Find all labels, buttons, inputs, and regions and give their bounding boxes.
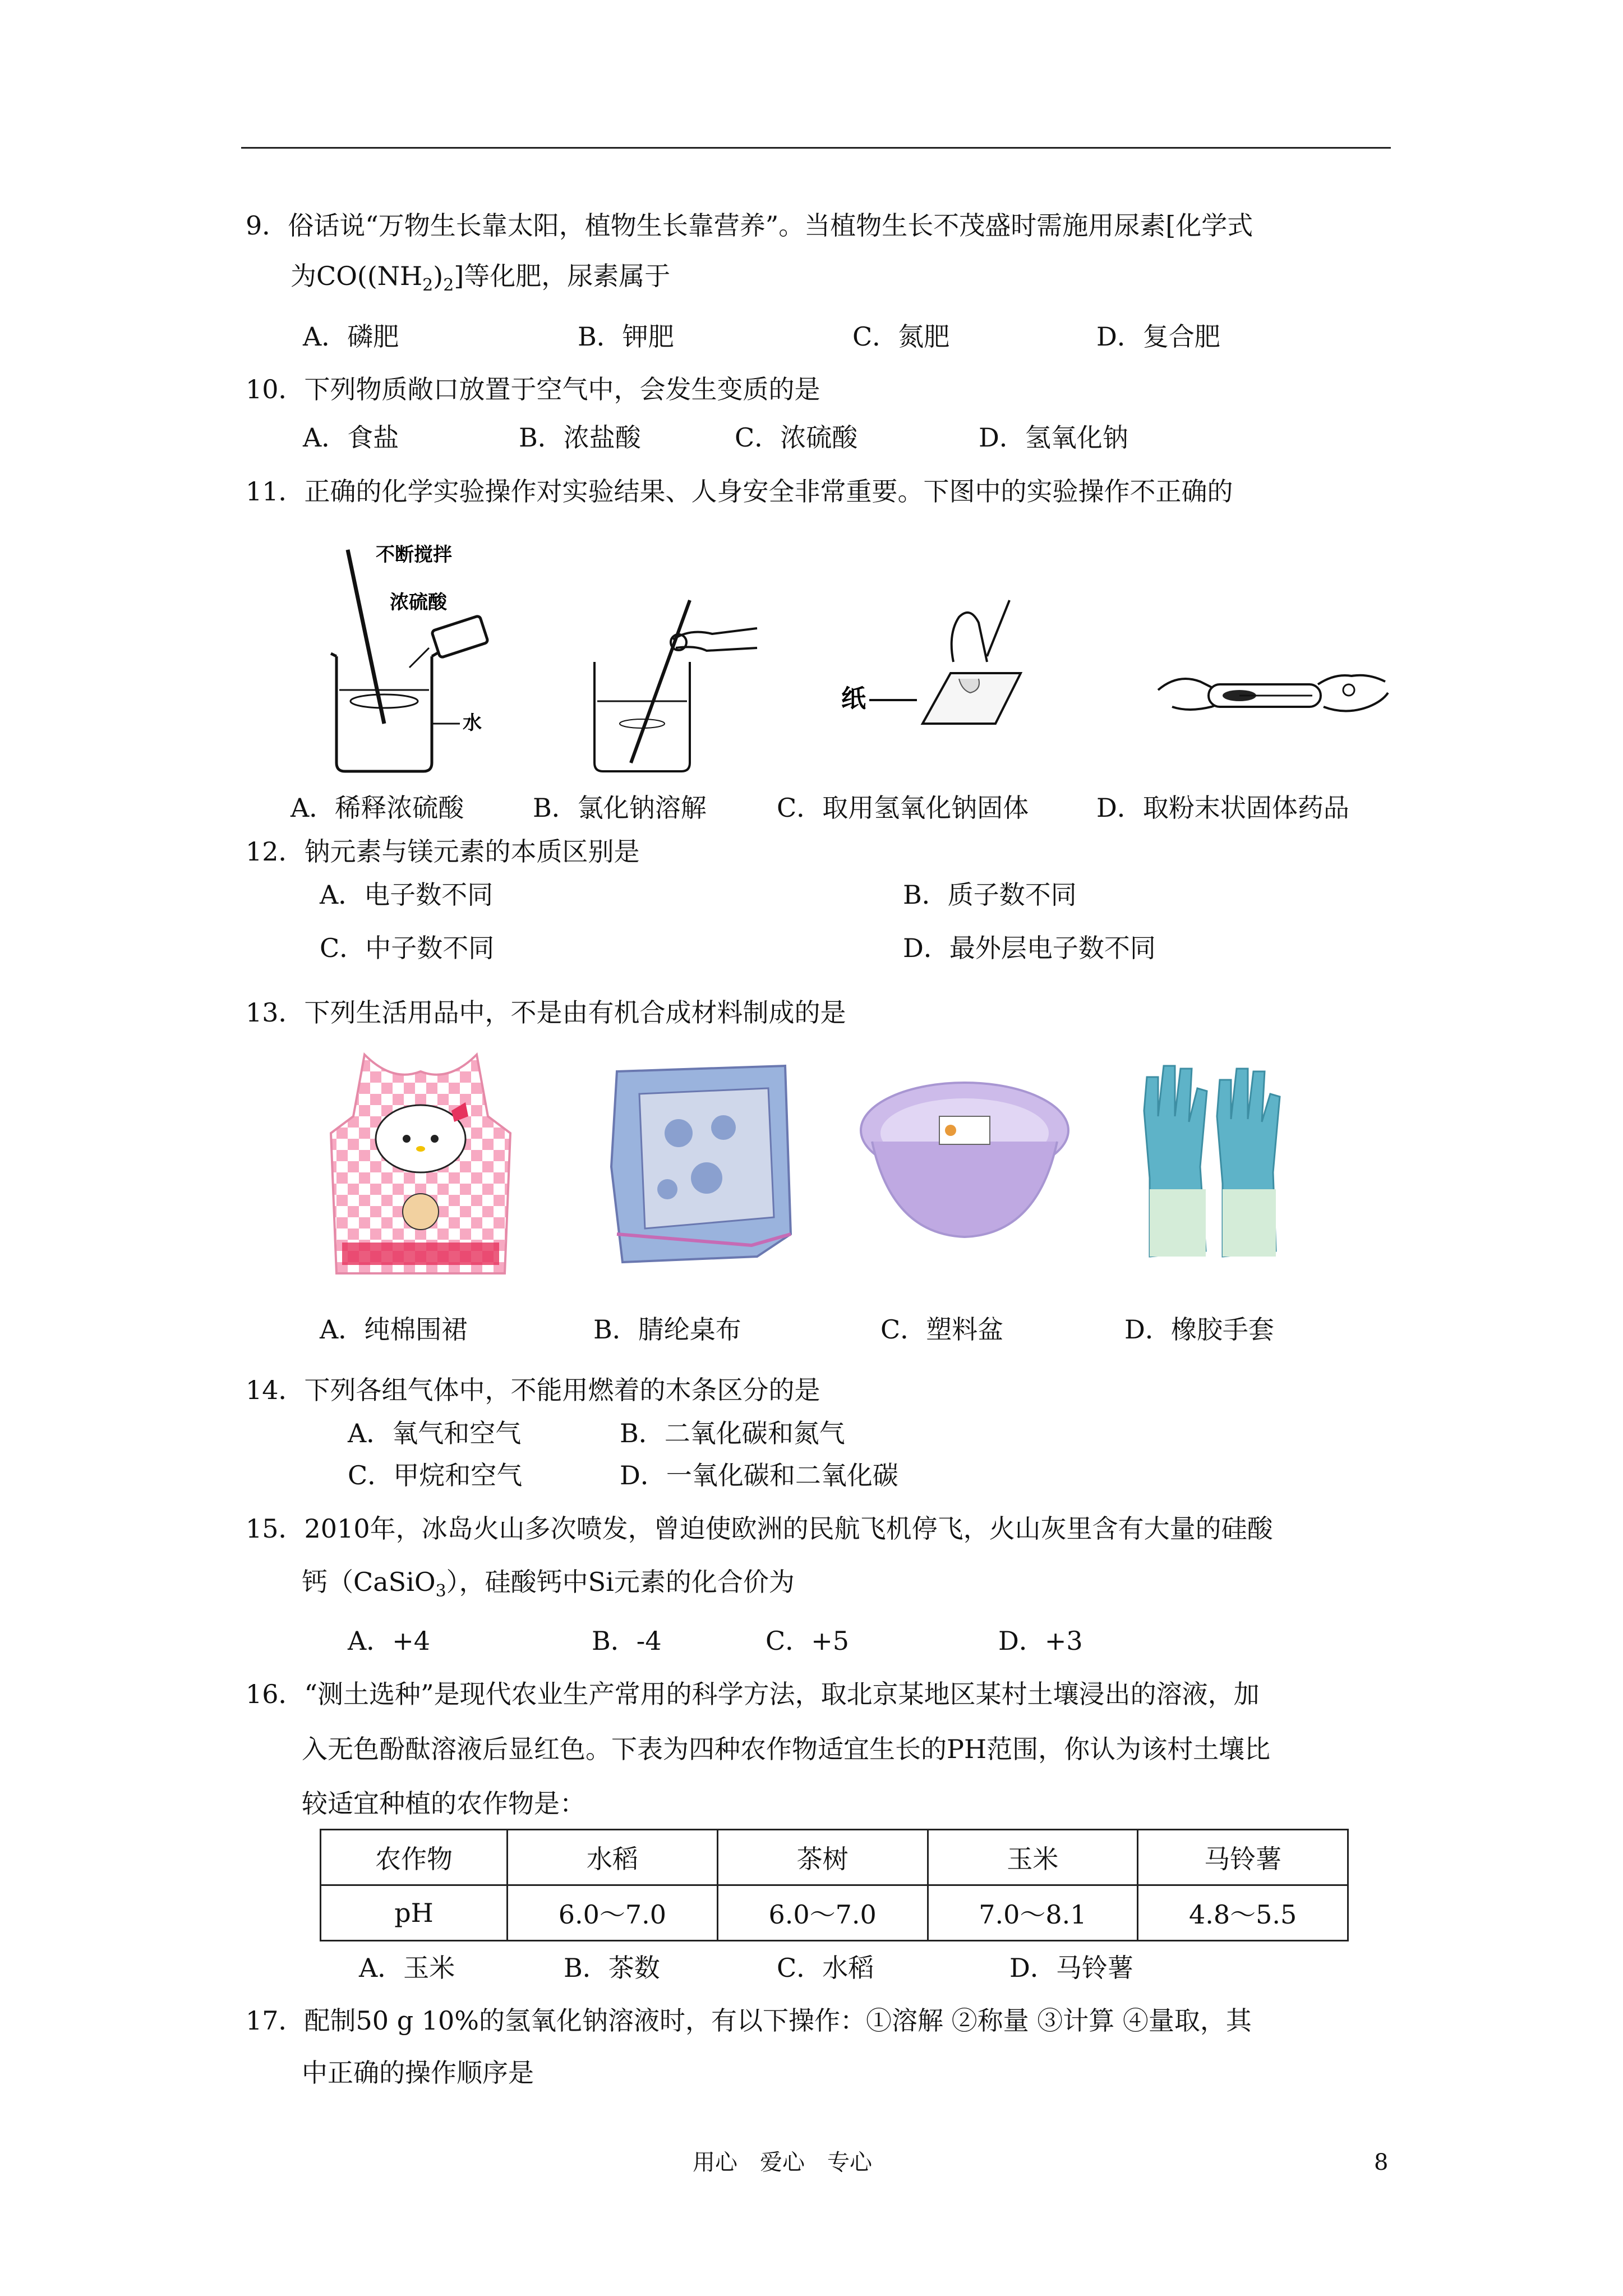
figure-dilute-acid [314, 539, 516, 780]
q16-option-c[interactable]: C．水稻 [777, 1953, 874, 1983]
q12-option-d[interactable]: D．最外层电子数不同 [903, 933, 1156, 963]
q14-stem: 14．下列各组气体中，不能用燃着的木条区分的是 [246, 1375, 820, 1405]
q16-line3: 较适宜种植的农作物是： [302, 1788, 585, 1819]
q16-line2: 入无色酚酞溶液后显红色。下表为四种农作物适宜生长的PH范围，你认为该村土壤比 [302, 1734, 1271, 1764]
table-cell: 6.0～7.0 [717, 1885, 928, 1941]
label-acid: 浓硫酸 [390, 591, 447, 614]
label-stir: 不断搅拌 [376, 544, 452, 566]
table-cell: pH [321, 1885, 508, 1941]
table-cell: 4.8～5.5 [1138, 1885, 1348, 1941]
q9-option-d[interactable]: D．复合肥 [1096, 321, 1220, 352]
q15-line2: 钙（CaSiO$_3$），硅酸钙中Si元素的化合价为 [302, 1567, 795, 1602]
footer-motto: 用心 爱心 专心 [693, 2150, 872, 2175]
label-paper: 纸 [841, 684, 866, 713]
q13-stem: 13．下列生活用品中，不是由有机合成材料制成的是 [246, 997, 846, 1028]
q13-option-a[interactable]: A．纯棉围裙 [320, 1314, 468, 1345]
table-cell: 7.0～8.1 [928, 1885, 1138, 1941]
q15-option-b[interactable]: B．-4 [592, 1626, 662, 1656]
q12-option-c[interactable]: C．中子数不同 [320, 933, 495, 963]
q15-option-a[interactable]: A．+4 [348, 1626, 431, 1656]
image-plastic-basin [858, 1077, 1071, 1245]
q16-option-d[interactable]: D．马铃薯 [1009, 1953, 1133, 1983]
q14-option-a[interactable]: A．氧气和空气 [348, 1418, 522, 1448]
q14-option-d[interactable]: D．一氧化碳和二氧化碳 [620, 1460, 898, 1490]
q13-option-d[interactable]: D．橡胶手套 [1124, 1314, 1274, 1345]
q9-option-b[interactable]: B．钾肥 [578, 321, 674, 352]
q11-option-d[interactable]: D．取粉末状固体药品 [1096, 793, 1349, 823]
image-acrylic-tablecloth [606, 1055, 796, 1268]
q12-option-b[interactable]: B．质子数不同 [903, 880, 1077, 910]
q9-line1: 9．俗话说“万物生长靠太阳，植物生长靠营养”。当植物生长不茂盛时需施用尿素[化学式 [246, 210, 1253, 241]
q11-option-b[interactable]: B．氯化钠溶解 [533, 793, 707, 823]
table-cell: 6.0～7.0 [508, 1885, 718, 1941]
q15-line1: 15．2010年，冰岛火山多次喷发，曾迫使欧洲的民航飞机停飞，火山灰里含有大量的硅酸 [246, 1513, 1273, 1544]
page-number: 8 [1374, 2150, 1389, 2175]
q17-line2: 中正确的操作顺序是 [302, 2058, 534, 2088]
table-header-cell: 水稻 [508, 1830, 718, 1885]
q16-option-b[interactable]: B．茶数 [564, 1953, 660, 1983]
q9-line2: 为$CO((NH_2)_2]$等化肥，尿素属于 [291, 261, 671, 296]
figure-powder-tube [1155, 651, 1391, 740]
table-header-row [321, 1830, 1348, 1885]
q14-option-c[interactable]: C．甲烷和空气 [348, 1460, 523, 1490]
q10-option-a[interactable]: A．食盐 [303, 422, 399, 453]
figure-naoh-paper [836, 595, 1049, 763]
q12-option-a[interactable]: A．电子数不同 [320, 880, 494, 910]
q9-option-a[interactable]: A．磷肥 [303, 321, 399, 352]
q10-option-c[interactable]: C．浓硫酸 [735, 422, 858, 453]
q14-option-b[interactable]: B．二氧化碳和氮气 [620, 1418, 845, 1448]
table-row [321, 1885, 1348, 1941]
q17-line1: 17．配制50 g 10%的氢氧化钠溶液时，有以下操作：①溶解 ②称量 ③计算 ④量取，其 [246, 2005, 1252, 2036]
table-header-cell: 玉米 [928, 1830, 1138, 1885]
q11-option-c[interactable]: C．取用氢氧化钠固体 [777, 793, 1029, 823]
q11-stem: 11．正确的化学实验操作对实验结果、人身安全非常重要。下图中的实验操作不正确的 [246, 476, 1233, 507]
figure-dissolve-nacl [578, 595, 763, 780]
q16-option-a[interactable]: A．玉米 [359, 1953, 455, 1983]
q10-stem: 10．下列物质敞口放置于空气中，会发生变质的是 [246, 374, 820, 404]
q13-option-c[interactable]: C．塑料盆 [880, 1314, 1004, 1345]
table-header-cell: 农作物 [321, 1830, 508, 1885]
q10-option-b[interactable]: B．浓盐酸 [519, 422, 641, 453]
image-cotton-apron [325, 1049, 516, 1279]
label-water: 水 [463, 712, 482, 734]
q12-stem: 12．钠元素与镁元素的本质区别是 [246, 836, 640, 867]
q15-option-d[interactable]: D．+3 [998, 1626, 1083, 1656]
table-header-cell: 马铃薯 [1138, 1830, 1348, 1885]
ph-table [320, 1829, 1349, 1941]
table-header-cell: 茶树 [717, 1830, 928, 1885]
header-rule [241, 147, 1391, 149]
image-rubber-gloves [1133, 1055, 1301, 1268]
q10-option-d[interactable]: D．氢氧化钠 [979, 422, 1128, 453]
q16-line1: 16．“测土选种”是现代农业生产常用的科学方法，取北京某地区某村土壤浸出的溶液，加 [246, 1679, 1260, 1709]
q11-option-a[interactable]: A．稀释浓硫酸 [291, 793, 464, 823]
q9-option-c[interactable]: C．氮肥 [852, 321, 950, 352]
q13-option-b[interactable]: B．腈纶桌布 [593, 1314, 741, 1345]
q15-option-c[interactable]: C．+5 [766, 1626, 850, 1656]
